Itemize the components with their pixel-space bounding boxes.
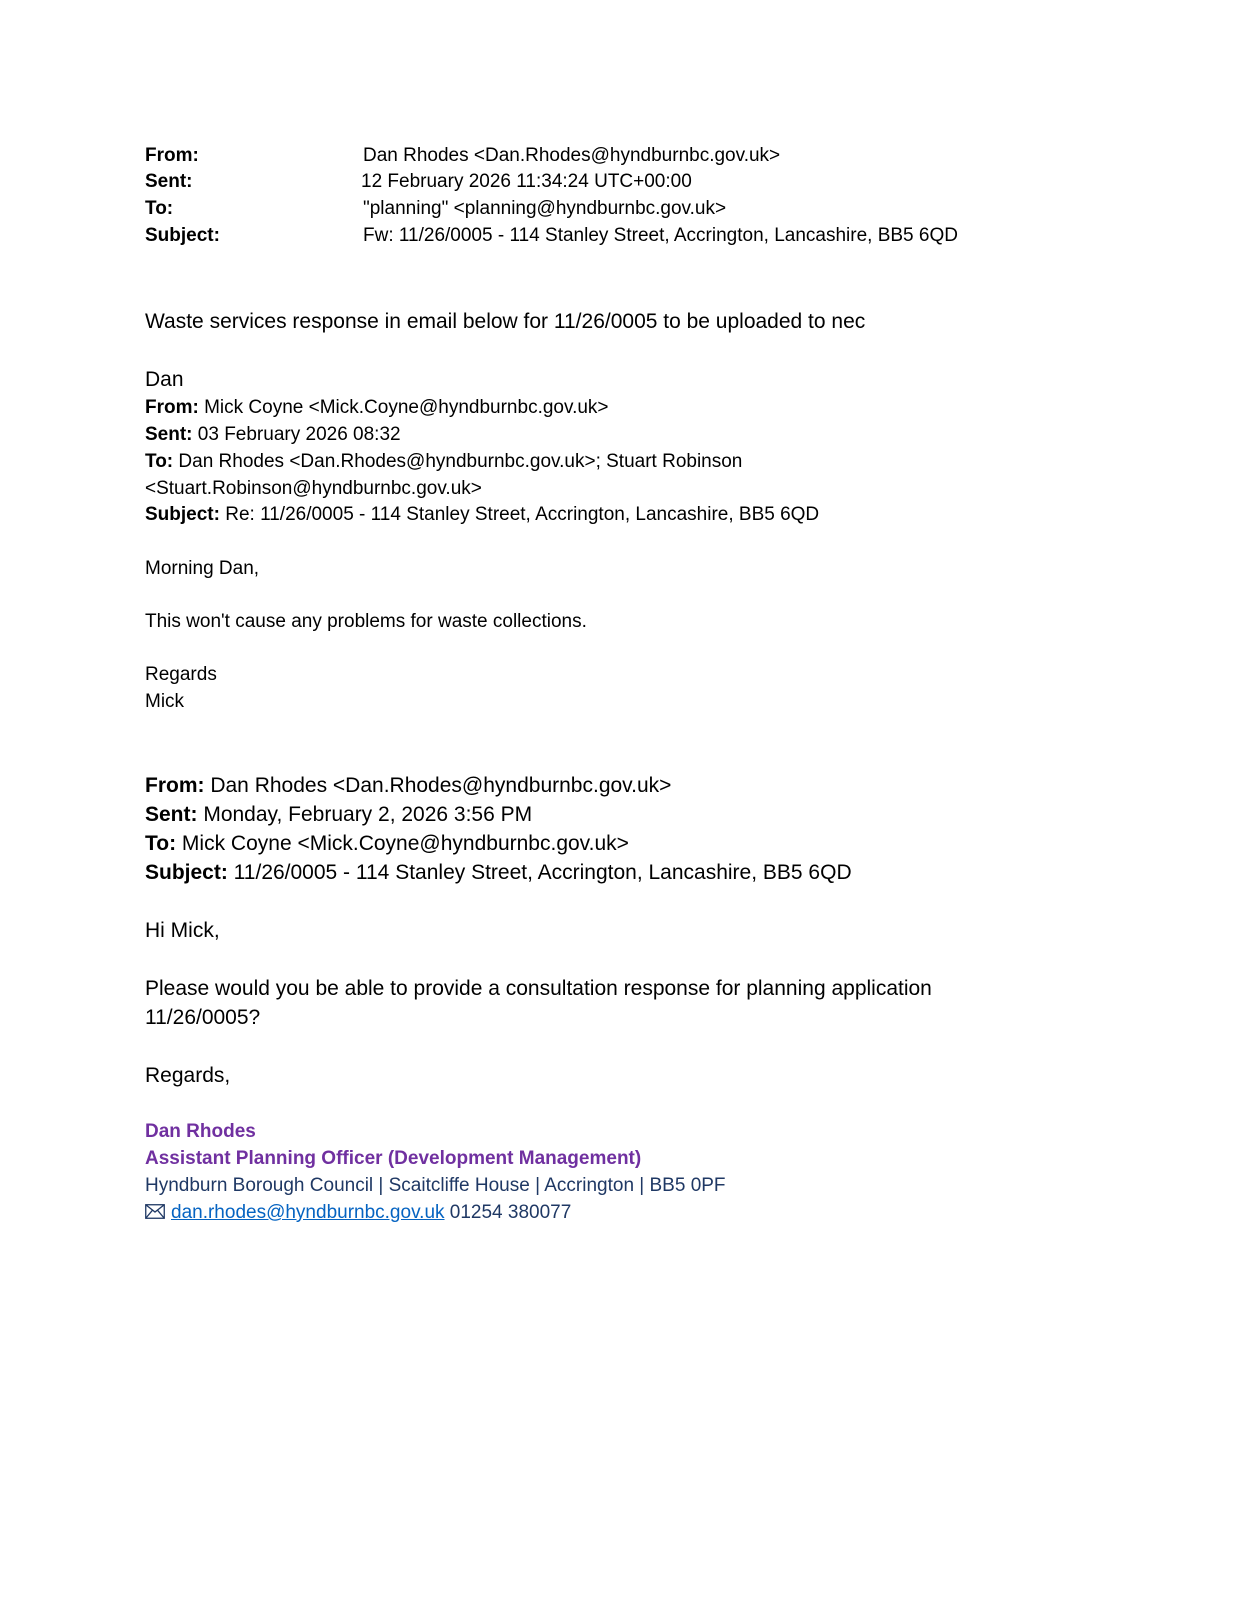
from-value: Mick Coyne <Mick.Coyne@hyndburnbc.gov.uk> — [198, 397, 609, 418]
forward-message: Waste services response in email below for 11/26/0005 to be uploaded to nec — [145, 310, 866, 333]
signature-title: Assistant Planning Officer (Development Management) — [145, 1148, 642, 1169]
from-value: Dan Rhodes <Dan.Rhodes@hyndburnbc.gov.uk> — [363, 145, 781, 166]
reply-message: This won't cause any problems for waste collections. — [145, 611, 587, 632]
subject-label: Subject: — [145, 861, 228, 884]
envelope-icon — [145, 1200, 165, 1215]
to-label: To: — [145, 198, 174, 219]
original-regards: Regards, — [145, 1064, 231, 1087]
from-label: From: — [145, 145, 199, 166]
subject-label: Subject: — [145, 504, 220, 525]
signature-email-link[interactable]: dan.rhodes@hyndburnbc.gov.uk — [171, 1202, 445, 1223]
subject-value: 11/26/0005 - 114 Stanley Street, Accrington, Lancashire, BB5 6QD — [227, 861, 852, 884]
original-to-row — [145, 829, 629, 858]
from-value: Dan Rhodes <Dan.Rhodes@hyndburnbc.gov.uk> — [204, 774, 672, 797]
to-value: "planning" <planning@hyndburnbc.gov.uk> — [363, 198, 727, 219]
original-from-row — [145, 771, 671, 800]
reply-to-continuation: <Stuart.Robinson@hyndburnbc.gov.uk> — [145, 478, 482, 499]
to-label: To: — [145, 451, 174, 472]
subject-value: Re: 11/26/0005 - 114 Stanley Street, Accrington, Lancashire, BB5 6QD — [219, 504, 820, 525]
signature-organisation: Hyndburn Borough Council | Scaitcliffe House | Accrington | BB5 0PF — [145, 1175, 726, 1196]
forward-signoff: Dan — [145, 368, 184, 391]
sent-label: Sent: — [145, 803, 198, 826]
reply-greeting: Morning Dan, — [145, 558, 260, 579]
original-greeting: Hi Mick, — [145, 919, 220, 942]
sent-label: Sent: — [145, 424, 193, 445]
sent-value: Monday, February 2, 2026 3:56 PM — [197, 803, 533, 826]
reply-regards: Regards — [145, 664, 217, 685]
to-label: To: — [145, 832, 177, 855]
sent-label: Sent: — [145, 171, 193, 192]
sent-value: 03 February 2026 08:32 — [192, 424, 401, 445]
sent-value: 12 February 2026 11:34:24 UTC+00:00 — [361, 171, 692, 192]
signature-phone: 01254 380077 — [444, 1202, 572, 1223]
reply-name: Mick — [145, 691, 185, 712]
from-label: From: — [145, 774, 205, 797]
from-label: From: — [145, 397, 199, 418]
to-value: Dan Rhodes <Dan.Rhodes@hyndburnbc.gov.uk>; Stuart Robinson — [173, 451, 743, 472]
original-message-line2: 11/26/0005? — [145, 1006, 261, 1029]
reply-to-row — [145, 448, 742, 475]
original-subject-row — [145, 858, 852, 887]
original-message-line1: Please would you be able to provide a consultation response for planning application — [145, 977, 932, 1000]
to-value: Mick Coyne <Mick.Coyne@hyndburnbc.gov.uk> — [176, 832, 629, 855]
subject-value: Fw: 11/26/0005 - 114 Stanley Street, Accrington, Lancashire, BB5 6QD — [363, 225, 958, 246]
original-sent-row — [145, 800, 532, 829]
subject-label: Subject: — [145, 225, 220, 246]
reply-sent-row — [145, 421, 401, 448]
reply-from-row — [145, 394, 609, 421]
reply-subject-row — [145, 501, 819, 528]
signature-name: Dan Rhodes — [145, 1121, 256, 1142]
signature-contact-row — [145, 1199, 571, 1226]
